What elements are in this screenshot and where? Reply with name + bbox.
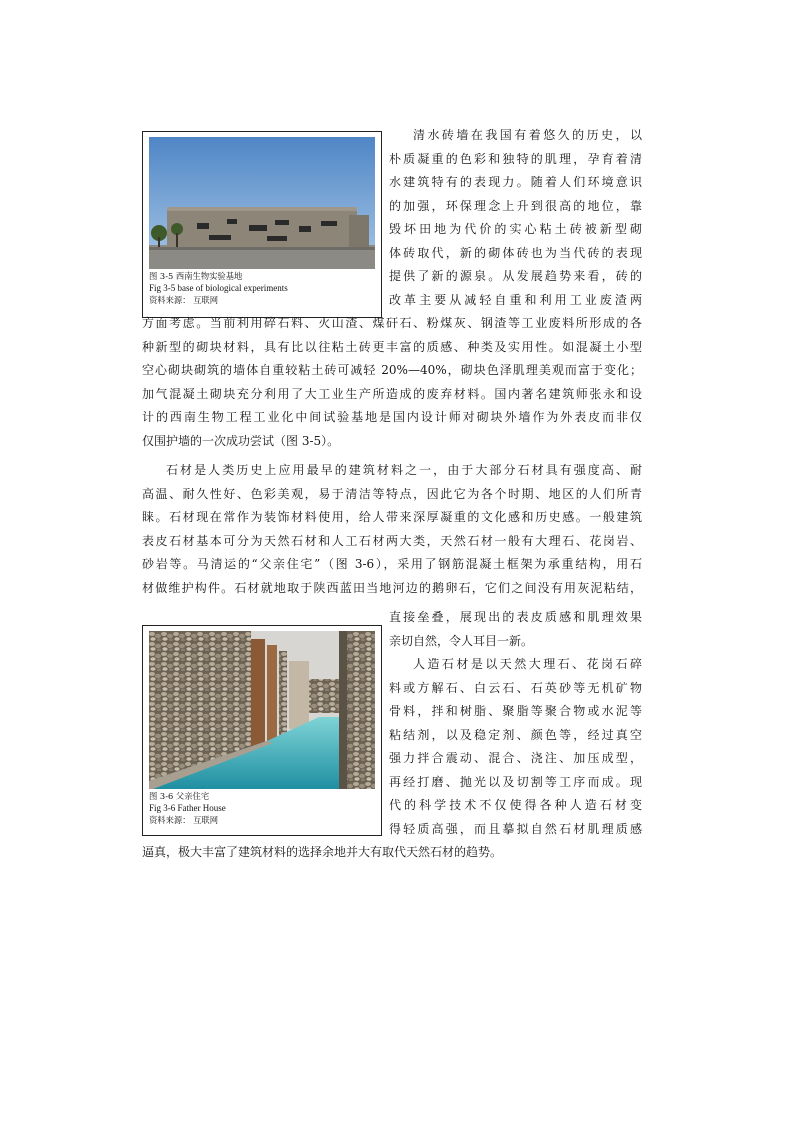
text-line: 粘结剂，以及稳定剂、颜色等，经过真空 [389,727,642,742]
figure-3-5 [142,131,382,318]
text-line: 种新型的砌块材料，具有比以往粘土砖更丰富的质感、种类及实用性。如混凝土小型 [142,339,642,354]
text-line: 睐。石材现在常作为装饰材料使用，给人带来深厚凝重的文化感和历史感。一般建筑 [142,510,642,524]
text-line: 亲切自然，令人耳目一新。 [389,633,534,648]
paragraph-stone-side [389,606,642,841]
text-line: 改革主要从减轻自重和利用工业废渣两 [389,292,642,307]
text-line: 人造石材是以天然大理石、花岗石碎 [413,657,642,671]
figure-3-6 [142,625,382,836]
text-line: 体砖取代，新的砌体砖也为当代砖的表现 [389,245,642,260]
text-line: 计的西南生物工程工业化中间试验基地是国内设计师对砌块外墙作为外表皮而非仅 [142,410,642,424]
paragraph-stone-full [142,459,642,600]
text-line: 高温、耐久性好、色彩美观，易于清洁等特点，因此它为各个时期、地区的人们所青 [142,486,642,501]
paragraph-artificial-stone-full [142,841,642,865]
paragraph-brick-side [389,124,642,312]
figure-3-5-cn-caption: 图 3-5 西南生物实验基地 [149,271,243,281]
text-line: 逼真，极大丰富了建筑材料的选择余地并大有取代天然石材的趋势。 [142,845,503,859]
text-line: 表皮石材基本可分为天然石材和人工石材两大类，天然石材一般有大理石、花岗岩、 [142,533,642,548]
text-line: 砂岩等。马清运的“父亲住宅”（图 3-6），采用了钢筋混凝土框架为承重结构，用石 [142,557,642,571]
text-line: 水建筑特有的表现力。随着人们环境意识 [389,175,642,189]
figure-3-5-en-caption: Fig 3-5 base of biological experiments [149,283,288,293]
text-line: 加气混凝土砌块充分利用了大工业生产所造成的废弃材料。国内著名建筑师张永和设 [142,386,642,401]
text-line: 骨料，拌和树脂、聚脂等聚合物或水泥等 [389,704,642,718]
text-line: 得轻质高强，而且摹拟自然石材肌理质感 [389,821,642,836]
figure-3-5-source: 资料来源： 互联网 [149,295,219,305]
text-line: 石材是人类历史上应用最早的建筑材料之一，由于大部分石材具有强度高、耐 [166,463,642,477]
figure-3-6-source: 资料来源： 互联网 [149,815,219,825]
text-line: 再经打磨、抛光以及切割等工序而成。现 [389,774,642,789]
figure-3-6-cn-caption: 图 3-6 父亲住宅 [149,791,210,801]
text-line: 清水砖墙在我国有着悠久的历史，以 [413,128,642,142]
text-line: 朴质凝重的色彩和独特的肌理，孕育着清 [389,151,642,166]
figure-3-6-en-caption: Fig 3-6 Father House [149,803,226,813]
figure-3-6-photo [149,631,375,789]
text-line: 提供了新的源泉。从发展趋势来看，砖的 [389,269,642,283]
text-line: 代的科学技术不仅使得各种人造石材变 [389,798,642,812]
text-line: 材做维护构件。石材就地取于陕西蓝田当地河边的鹅卵石，它们之间没有用灰泥粘结， [142,580,642,595]
paragraph-brick-full [142,312,642,453]
figure-3-5-photo [149,137,375,269]
text-line: 空心砌块砌筑的墙体自重较粘土砖可减轻 20%—40%，砌块色泽肌理美观而富于变化； [142,363,642,377]
text-line: 方面考虑。当前利用碎石料、火山渣、煤矸石、粉煤灰、钢渣等工业废料所形成的各 [142,316,642,330]
text-line: 毁坏田地为代价的实心粘土砖被新型砌 [389,222,642,236]
text-line: 料或方解石、白云石、石英砂等无机矿物 [389,680,642,695]
text-line: 强力拌合震动、混合、浇注、加压成型， [389,751,642,765]
text-line: 直接垒叠，展现出的表皮质感和肌理效果 [389,610,642,624]
text-line: 仅围护墙的一次成功尝试（图 3-5）。 [142,433,340,448]
text-line: 的加强，环保理念上升到很高的地位，靠 [389,198,642,213]
